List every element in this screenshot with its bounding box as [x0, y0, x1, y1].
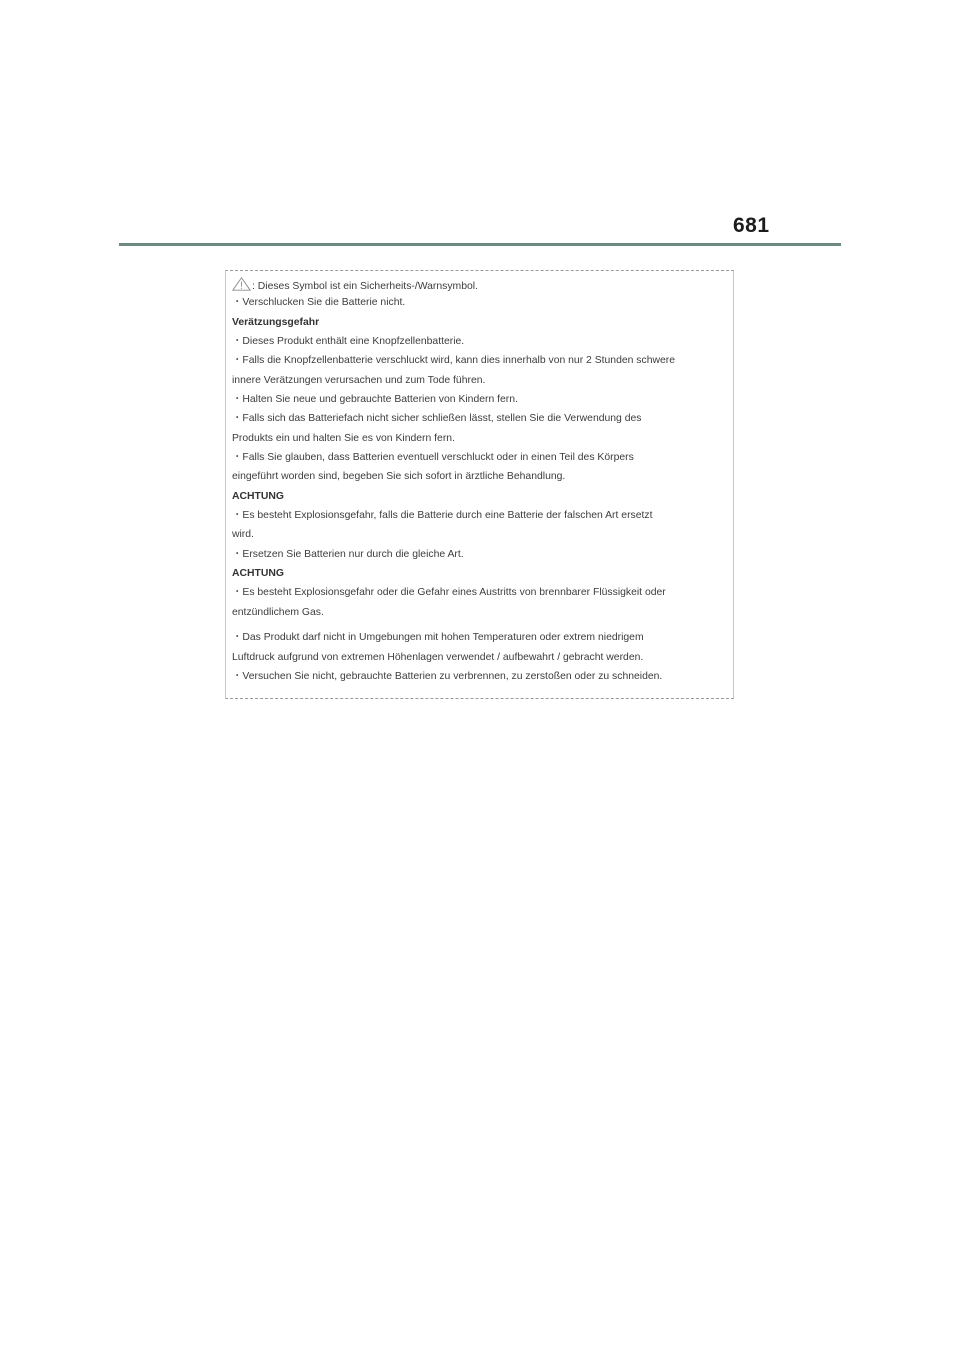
warning-line: ・Es besteht Explosionsgefahr, falls die Batterie durch eine Batterie der falschen Art ersetzt: [232, 510, 653, 521]
warning-line: ・Dieses Produkt enthält eine Knopfzellenbatterie.: [232, 336, 465, 347]
warning-line: Produkts ein und halten Sie es von Kindern fern.: [232, 433, 455, 444]
warning-line: wird.: [232, 529, 254, 540]
symbol-note-text: : Dieses Symbol ist ein Sicherheits-/Warnsymbol.: [252, 281, 478, 292]
warning-line: ・Falls Sie glauben, dass Batterien eventuell verschluckt oder in einen Teil des Körpers: [232, 452, 634, 463]
warning-line: ・Versuchen Sie nicht, gebrauchte Batterien zu verbrennen, zu zerstoßen oder zu schneiden.: [232, 671, 663, 682]
warning-line: ・Verschlucken Sie die Batterie nicht.: [232, 297, 406, 308]
warning-line: ・Falls sich das Batteriefach nicht sicher schließen lässt, stellen Sie die Verwendung des: [232, 413, 642, 424]
page-number: 681: [733, 214, 770, 237]
symbol-note-line: [232, 277, 478, 296]
warning-line: ・Das Produkt darf nicht in Umgebungen mit hohen Temperaturen oder extrem niedrigem: [232, 632, 644, 643]
warning-line: ・Falls die Knopfzellenbatterie verschluckt wird, kann dies innerhalb von nur 2 Stunden schwere: [232, 355, 675, 366]
warning-line: ・Ersetzen Sie Batterien nur durch die gleiche Art.: [232, 549, 464, 560]
warning-heading: Verätzungsgefahr: [232, 317, 320, 328]
warning-line: ・Es besteht Explosionsgefahr oder die Gefahr eines Austritts von brennbarer Flüssigkeit oder: [232, 587, 666, 598]
header-rule: [119, 243, 841, 246]
warning-line: entzündlichem Gas.: [232, 607, 324, 618]
warning-line: Luftdruck aufgrund von extremen Höhenlagen verwendet / aufbewahrt / gebracht werden.: [232, 652, 644, 663]
caution-heading: ACHTUNG: [232, 491, 284, 502]
warning-line: innere Verätzungen verursachen und zum Tode führen.: [232, 375, 486, 386]
caution-heading: ACHTUNG: [232, 568, 284, 579]
warning-line: eingeführt worden sind, begeben Sie sich sofort in ärztliche Behandlung.: [232, 471, 566, 482]
warning-triangle-icon: [232, 277, 251, 296]
warning-line: ・Halten Sie neue und gebrauchte Batterien von Kindern fern.: [232, 394, 518, 405]
